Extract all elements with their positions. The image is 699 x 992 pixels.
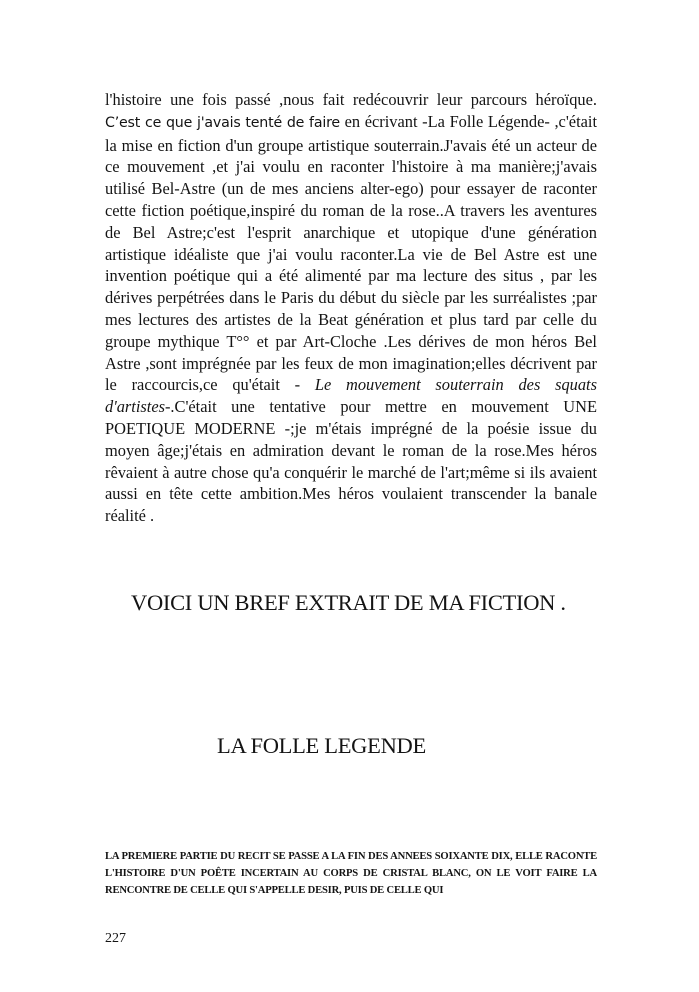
summary-paragraph: LA PREMIERE PARTIE DU RECIT SE PASSE A LA FIN DES ANNEES SOIXANTE DIX, ELLE RACONTE L'HISTOIRE D'UN POÊTE INCERTAIN AU CORPS DE CRISTAL BLANC, ON LE VOIT FAIRE LA RENCONTRE DE CELLE QUI S'APPELLE DESIR, PUIS DE CELLE QUI [105,851,597,896]
body-text-part-5: -.C'était une tentative pour mettre en mouvement UNE POETIQUE MODERNE -;je m'étais imprégné de la poésie issue du moyen âge;j'étais en admiration devant le roman de la rose.Mes héros rêvaient à autre chose qu'a conquérir le marché de l'art;même si ils avaient aussi en tête cette ambition.Mes héros voulaient transcender la banale réalité . [105,397,597,526]
body-text-part-3: en écrivant -La Folle Légende- ,c'était la mise en fiction d'un groupe artistique souterrain.J'avais été un acteur de ce mouvement ,et j'ai voulu en raconter l'histoire à ma manière;j'avais utilisé Bel-Astre (un de mes anciens alter-ego) pour essayer de raconter cette fiction poétique,inspiré du roman de la rose..A travers les aventures de Bel Astre;c'est l'esprit anarchique et utopique d'une génération artistique idéaliste que j'ai voulu raconter.La vie de Bel Astre est une invention poétique qui a été alimenté par ma lecture des situs , par les dérives perpétrées dans le Paris du début du siècle par les surréalistes ;par mes lectures des artistes de la Beat génération et plus tard par celle du groupe mythique T°° et par Art-Cloche .Les dérives de mon héros Bel Astre ,sont imprégnée par les feux de mon imagination;elles décrivent par le raccourcis,ce qu'était - [105,111,597,395]
body-paragraph [105,89,597,527]
body-text-italic-title: Le mouvement souterrain des squats d'artistes [105,375,597,417]
extract-heading: VOICI UN BREF EXTRAIT DE MA FICTION . [131,590,566,615]
body-text-part-2: C’est ce que j'avais tenté de faire [105,114,340,131]
page-number: 227 [105,931,126,946]
fiction-title: LA FOLLE LEGENDE [217,733,426,758]
body-text-part-1: l'histoire une fois passé ,nous fait redécouvrir leur parcours héroïque. [105,90,597,109]
